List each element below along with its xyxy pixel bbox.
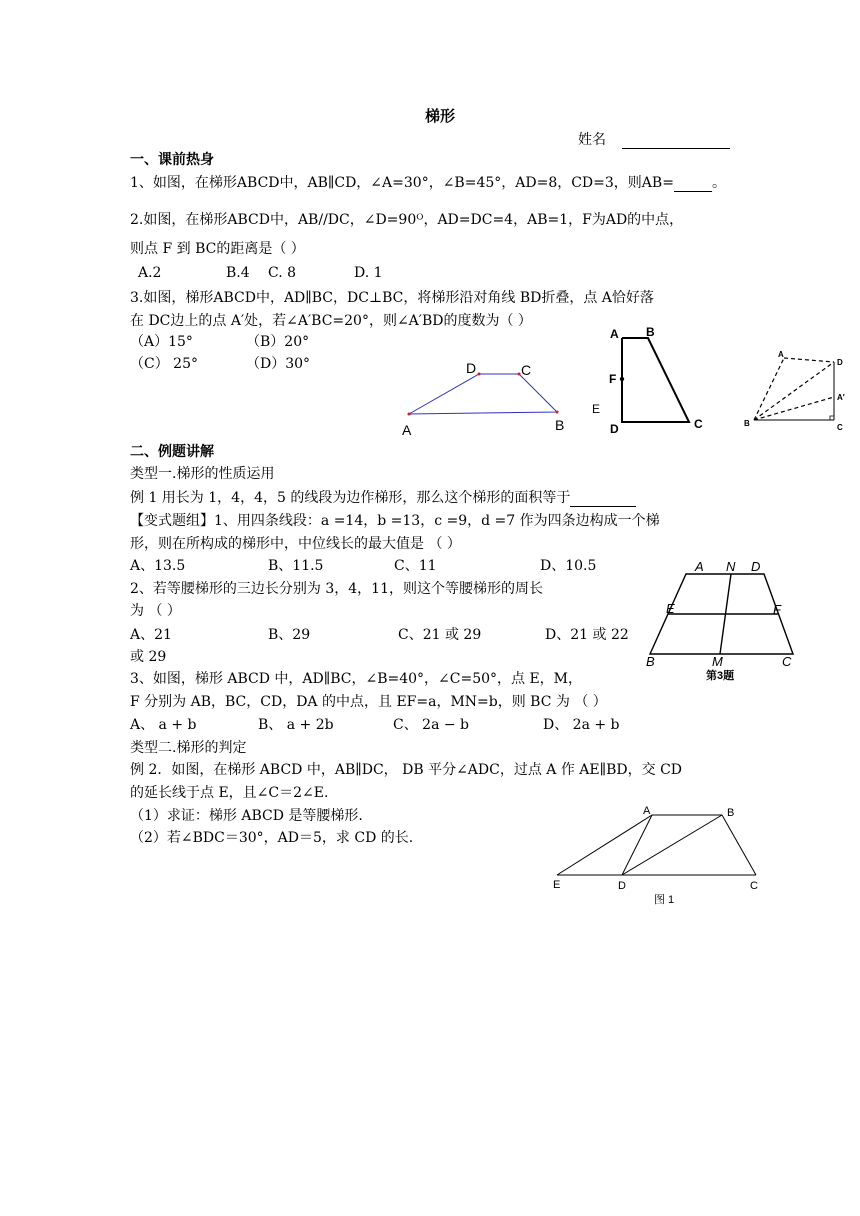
variant-2-line1: 2、若等腰梯形的三边长分别为 3，4，11，则这个等腰梯形的周长 xyxy=(130,581,543,597)
v1-option-d: D、10.5 xyxy=(540,558,597,574)
q3-option-c: （C） 25° xyxy=(130,356,198,372)
v3-option-d: D、 2a + b xyxy=(543,717,620,733)
fig5-label-a: A xyxy=(643,805,651,817)
example-2-line2: 的延长线于点 E，且∠C＝2∠E. xyxy=(130,785,329,801)
v3-option-c: C、 2a − b xyxy=(393,717,470,733)
v3-option-b: B、 a + 2b xyxy=(258,717,334,733)
example-2-part1: （1）求证：梯形 ABCD 是等腰梯形. xyxy=(130,808,363,824)
fig4-label-b: B xyxy=(646,654,655,669)
v1-option-a: A、13.5 xyxy=(130,558,186,574)
fig5-label-d: D xyxy=(618,880,626,892)
section2-heading: 二、例题讲解 xyxy=(130,444,214,460)
v2-option-c: C、21 或 29 xyxy=(398,627,482,643)
fig4-caption: 第3题 xyxy=(706,670,735,682)
fig3-label-d: D xyxy=(837,358,843,367)
fig5-label-b: B xyxy=(727,807,735,819)
section1-heading: 一、课前热身 xyxy=(130,152,214,168)
variant-1-line2: 形，则在所构成的梯形中，中位线长的最大值是 （ ） xyxy=(130,536,461,552)
q2-option-c: C. 8 xyxy=(268,265,297,281)
fig4-label-e: E xyxy=(666,601,675,616)
figure-q1-trapezoid xyxy=(395,358,575,436)
fig2-label-d: D xyxy=(610,422,619,436)
fig1-label-d: D xyxy=(466,360,477,376)
fig2-label-f: F xyxy=(609,372,617,386)
variant-3-line1: 3、如图，梯形 ABCD 中，AD∥BC，∠B=40°，∠C=50°，点 E，M， xyxy=(130,671,583,687)
figure-q3-fold xyxy=(740,348,852,436)
fig3-label-c: C xyxy=(837,423,843,432)
type1-heading: 类型一.梯形的性质运用 xyxy=(130,466,275,482)
fig5-caption: 图 1 xyxy=(654,894,675,906)
question-2-line2: 则点 F 到 BC的距离是（ ） xyxy=(130,241,305,257)
page-title: 梯形 xyxy=(425,107,456,125)
type2-heading: 类型二.梯形的判定 xyxy=(130,740,247,756)
fig2-label-a: A xyxy=(610,327,619,341)
v3-option-a: A、 a + b xyxy=(130,717,197,733)
name-field xyxy=(578,131,730,149)
question-3-line2: 在 DC边上的点 A′处，若∠A′BC=20°，则∠A′BD的度数为（ ） xyxy=(130,313,532,329)
question-3-line1: 3.如图，梯形ABCD中，AD∥BC，DC⊥BC，将梯形沿对角线 BD折叠，点 A恰好落 xyxy=(130,290,654,306)
v1-option-c: C、11 xyxy=(394,558,437,574)
fig4-label-c: C xyxy=(782,654,792,669)
v1-option-b: B、11.5 xyxy=(268,558,324,574)
fig5-label-c: C xyxy=(750,880,758,892)
fig5-label-e: E xyxy=(553,879,561,891)
q3-option-b: （B）20° xyxy=(246,334,310,350)
fig1-label-c: C xyxy=(521,362,532,378)
figure-variant-3 xyxy=(640,558,800,684)
example-1: 例 1 用长为 1，4，4，5 的线段为边作梯形，那么这个梯形的面积等于 xyxy=(130,489,636,507)
variant-1-line1: 【变式题组】1、用四条线段：a =14，b =13，c =9，d =7 作为四条边构成一个梯 xyxy=(130,513,660,529)
fig3-label-a-prime: A′ xyxy=(837,393,845,402)
v2-option-a: A、21 xyxy=(130,627,172,643)
fig4-label-f: F xyxy=(773,602,781,617)
example-2-part2: （2）若∠BDC＝30°，AD＝5，求 CD 的长. xyxy=(130,830,414,846)
fig4-label-m: M xyxy=(712,654,723,669)
figure-q2-trapezoid xyxy=(590,322,715,434)
example-2-line1: 例 2．如图，在梯形 ABCD 中，AB∥DC， DB 平分∠ADC，过点 A 作 AE∥BD，交 CD xyxy=(130,762,683,778)
fig4-label-a: A xyxy=(695,559,704,574)
v2-option-d: D、21 或 22 xyxy=(545,627,629,643)
fig3-label-a: A xyxy=(778,350,784,359)
fig2-label-e: E xyxy=(592,402,601,416)
q2-option-d: D. 1 xyxy=(354,265,383,281)
answer-blank xyxy=(570,492,636,507)
question-1: 1、如图，在梯形ABCD中，AB∥CD，∠A=30°，∠B=45°，AD=8，CD=3，则AB= 。 xyxy=(130,175,726,191)
name-label: 姓名 xyxy=(578,132,606,148)
fig4-label-d: D xyxy=(751,559,761,574)
q2-option-b: B.4 xyxy=(226,265,250,281)
figure-example-2 xyxy=(540,800,780,906)
fig2-label-c: C xyxy=(694,417,703,431)
q2-option-a: A.2 xyxy=(138,265,162,281)
variant-3-line2: F 分别为 AB，BC，CD，DA 的中点，且 EF=a，MN=b，则 BC 为 （ ） xyxy=(130,694,607,710)
fig1-label-b: B xyxy=(555,417,565,433)
name-blank xyxy=(622,134,730,149)
q3-option-a: （A）15° xyxy=(130,334,193,350)
fig1-label-a: A xyxy=(402,422,412,438)
variant-2-line2: 为 （ ） xyxy=(130,603,181,619)
fig3-label-b: B xyxy=(744,419,750,428)
variant-2-line3: 或 29 xyxy=(130,649,167,665)
fig2-label-b: B xyxy=(646,325,655,339)
q3-option-d: （D）30° xyxy=(246,356,311,372)
answer-blank xyxy=(674,177,712,192)
v2-option-b: B、29 xyxy=(268,627,311,643)
fig4-label-n: N xyxy=(726,559,736,574)
question-2-line1: 2.如图，在梯形ABCD中，AB//DC，∠D=90ᴼ，AD=DC=4，AB=1，F为AD的中点， xyxy=(130,212,684,228)
